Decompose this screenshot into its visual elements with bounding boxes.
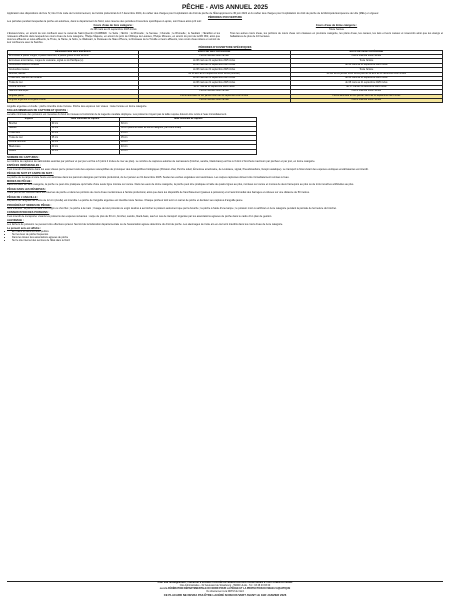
period-cell: du 08 mars au 21 septembre 2025 inclus xyxy=(290,63,442,67)
regulation-sections xyxy=(7,156,443,226)
period-cell: du 08 mars au 21 septembre 2025 inclus xyxy=(138,63,290,67)
sizes-intro: La taille minimale des poissons est mesurée du bout du museau à l'extrémité de la nageoire caudale déployée. Les poissons n'ayant pas la taille requise doivent être remis à l'eau immédiatement. xyxy=(7,112,227,116)
section-heading: PROCÉDÉS ET MODES DE PÊCHE : xyxy=(7,203,52,207)
period-cell: du 08 mars au 21 septembre 2025 inclus xyxy=(138,81,290,85)
size-value-cell: 50 cm (dans les eaux de 2ème catégorie, par cours d'eau) xyxy=(120,126,257,131)
cat1-dates: du 08 mars au 21 septembre 2025 inclus xyxy=(90,28,137,32)
period-cell: Pêche autorisée du 1er janvier 2025 au 30 septembre 2025 inclus xyxy=(138,94,290,98)
page-footer xyxy=(7,581,443,597)
section-text: Sont interdits : la pêche à l'aide d'un engin ou d'un filet ; la pêche à la main ; l'usage de tout procédé ou engin destiné à accrocher le poisson autrement que par la bouche ; la pêche à l'aide d'une lampe ; le poisson mort ou artificiel en 1ère catégorie pendant la période de fermeture du brochet. xyxy=(7,207,337,211)
size-species-cell: Truite fario xyxy=(8,131,51,136)
period-cell: Pêche interdite toute l'année xyxy=(290,90,442,94)
category-2-column xyxy=(230,24,443,46)
periods-footnote: Anguille argentée et civelle : pêche interdite toute l'année. Pêche des espèces non visées : toute l'année en 2ème catégorie. xyxy=(7,104,148,108)
species-cell: Anguille jaune xyxy=(8,94,139,98)
period-cell: Pêche interdite toute l'année xyxy=(138,90,290,94)
size-species-cell: Sandre xyxy=(8,126,51,131)
section-text: Il est interdit de transporter vivants les poissons des espèces suivantes : carpe de plus de 60 cm, brochet, sandre, black-bass, sauf en cas de transport organisé par les associations agréées de pêche dans le cadre d'un plan de gestion. xyxy=(7,215,272,219)
section-heading: ALEVINAGE : xyxy=(7,219,24,223)
period-cell: du 08 mars au 21 septembre 2025 inclus xyxy=(290,76,442,80)
intro-text: Application des dispositions du livre IV, titre III du code de l'environnement, de l'arrêté préfectoral du 17 décembre 2024, du cahier des charges pour l'exploitation du droit de pêche de l'État approuvé le 30 juin 2022 et du cahier des charges pour l'exploitation du droit de pêche de la Métropole Européenne de Lille (MEL) en vigueur. xyxy=(7,12,380,15)
section-text: Toute pêche est interdite dans les réserves de pêche et dans les portions de cours d'eau mentionnées à l'arrêté préfectoral, ainsi que dans les dispositifs de franchissement (passes à poissons) et à l'aval immédiat des barrages et écluses sur une distance de 50 mètres. xyxy=(7,191,310,195)
section-heading: ESPÈCES INDÉSIRABLES : xyxy=(7,163,41,167)
species-cell: Grenouilles rieuses xyxy=(8,68,139,72)
footer-line2: Cité Administrative - 62 boulevard de Strasbourg - 59000 LILLE - Tél : 03 28 03 83 00 xyxy=(179,584,271,588)
species-cell: Brochet, sandre xyxy=(8,72,139,76)
display-list-item: • Dans les locaux des associations agréées de pêche xyxy=(12,237,443,240)
footer-line1: Pour tout renseignement, s'adresser à la DIRECTION DÉPARTEMENTALE DES TERRITOIRES ET DE LA MER DU NORD xyxy=(157,581,293,585)
sizes-table xyxy=(7,117,257,155)
sizes-row xyxy=(8,149,257,154)
section-text: Il est interdit d'introduire dans les eaux visées par le présent avis des espèces susceptibles de provoquer des déséquilibres biologiques (Poisson-chat, Perche soleil, Écrevisse américaine, de Louisiane, signal, Pseudorasbora, Goujon asiatique). Le transport à l'état vivant des espèces exotiques envahissantes est interdit. xyxy=(7,167,369,171)
cat1-text: L'Escaut-rivière, en amont de son confluent avec le canal de Saint-Quentin (CAMBRAI : le Selle ; l'Erclin ; la Rhonelle ; le Sensée ; l'Aunelle ; le Rhonelle ; le Saultain ; l'Ecaillon et les ruisseaux affluents dans lesquels les cours d'eau de 1ère catégorie, l'Helpe Majeure, en amont du pont de l'Abbaye de Liessies, l'Helpe Mineure, en amont du pont de la RD 962, ainsi que tous les affluents et sous-affluents, la Thure, la Hante, la Solre, le Watissart, le Ruisseau de l'Eau d'Heure, le Ruisseau de la Trouille et leurs affluents, tous cours d'eau situés en amont de leur confluence avec la Sambre. xyxy=(7,32,220,45)
display-list-title: Le présent avis est affiché : xyxy=(7,227,42,231)
section-text: Les lâchers de poissons ne peuvent être effectués qu'avec l'accord de la fédération départementale ou de l'association agréée détentrice du droit de pêche. Les alevinages de truite arc-en-ciel sont interdits dans les cours d'eau de 1ère catégorie. xyxy=(7,223,284,227)
display-list xyxy=(7,231,443,243)
section-heading: NOMBRE DE CAPTURES : xyxy=(7,156,40,160)
periods-intro: Les périodes pendant lesquelles la pêche est autorisée, dans le département du Nord, sous réserve des périodes d'ouverture spécifiques ci-après, sont fixées ainsi qu'il suit : xyxy=(7,19,203,23)
size-value-cell: 25 cm xyxy=(50,131,119,136)
period-cell: du 17 mai au 31 décembre 2025 inclus xyxy=(290,85,442,89)
periods-heading: PÉRIODES D'OUVERTURE xyxy=(207,16,243,20)
size-value-cell: 20 cm xyxy=(50,149,119,154)
section-text: La pêche de la carpe à toute heure est autorisée dans les parcours désignés par l'arrêté préfectoral, du 1er janvier au 31 décembre 2025. Seules les esches végétales sont autorisées. Les carpes capturées doivent être immédiatement remises à l'eau. xyxy=(7,175,290,179)
footer-line5: CE PLACARD NE DEVRA PAS ÊTRE LACÉRÉ NI RECOUVERT AVANT LE 1ER JANVIER 2026 xyxy=(163,593,287,598)
size-value-cell: 30 cm xyxy=(120,140,257,145)
footer-line3: ou à la FÉDÉRATION DÉPARTEMENTALE DU NORD POUR LA PÊCHE ET LA PROTECTION DU MILIEU AQUATIQUE xyxy=(159,587,291,591)
section-heading: MODES DE PÊCHE : xyxy=(7,179,33,183)
period-cell: du 26 avril au 21 septembre 2025 inclus (brochet) xyxy=(138,72,290,76)
display-list-item: • Sur les lieux de pêche fréquentés xyxy=(12,234,443,237)
period-cell: du 08 mars au 21 septembre 2025 inclus xyxy=(290,81,442,85)
size-species-cell: Brochet xyxy=(8,122,51,127)
size-value-cell: 30 cm xyxy=(50,140,119,145)
sizes-col-cat2: Taille minimale de capture xyxy=(120,117,257,121)
section-text: Le nombre de captures de salmonidés autorisé par pêcheur et par jour est fixé à 6 (dont 2 truites de mer au plus). Le nombre de captures autorisé de carnassiers (brochet, sandre, black-bass) est fixé à 3 dont 2 brochets maximum par pêcheur et par jour, en 2ème catégorie. xyxy=(7,159,316,163)
category-1-column xyxy=(7,24,220,46)
period-cell: du 1er au 26 janvier 2025 inclus puis du 26 avril au 31 décembre 2025 inclus xyxy=(290,72,442,76)
period-cell: Pêche interdite toute l'année xyxy=(138,55,290,59)
period-cell: du 08 mars au 21 septembre 2025 inclus xyxy=(138,59,290,63)
size-value-cell: 20 cm xyxy=(120,149,257,154)
page-title: PÊCHE - AVIS ANNUEL 2025 xyxy=(182,4,268,11)
size-species-cell: Truite de mer xyxy=(8,136,51,141)
cat2-label: Cours d'eau de 2ème catégorie : xyxy=(315,24,358,28)
size-value-cell: 35 cm xyxy=(50,136,119,141)
sizes-heading: TAILLES MINIMALES DE CAPTURE ET QUOTAS : xyxy=(7,109,68,113)
period-cell: Toute l'année xyxy=(290,59,442,63)
period-cell: du 08 mars au 21 septembre 2025 inclus xyxy=(138,76,290,80)
size-value-cell: 40 cm xyxy=(120,145,257,150)
section-heading: PÊCHE DANS LES RÉSERVES : xyxy=(7,187,47,191)
period-cell: Pêche interdite toute l'année xyxy=(290,98,442,102)
cat2-dates: Toute l'année xyxy=(328,28,345,32)
col-cat1: EAUX DE 1ère CATÉGORIE xyxy=(138,50,290,54)
period-cell: Toute l'année xyxy=(290,68,442,72)
section-heading: CONSERVATION DES POISSONS : xyxy=(7,211,50,215)
sizes-col-species: Espèce xyxy=(8,117,51,121)
size-species-cell: Mulets xyxy=(8,149,51,154)
period-cell: Pêche interdite toute l'année xyxy=(138,98,290,102)
size-value-cell: 60 cm xyxy=(120,122,257,127)
specific-periods-title: PÉRIODES D'OUVERTURE SPÉCIFIQUES xyxy=(198,46,252,50)
size-value-cell: 40 cm xyxy=(50,145,119,150)
species-cell: Anguille argentée et Anguille civelle xyxy=(8,98,139,102)
col-cat2: EAUX DE 2ème CATÉGORIE xyxy=(290,50,442,54)
species-cell: Truite de mer xyxy=(8,81,139,85)
sizes-col-cat1: Taille minimale de capture xyxy=(50,117,119,121)
period-cell: du 17 mai au 21 septembre 2025 inclus xyxy=(138,85,290,89)
species-cell: Écrevisses américaines, rouges de Louisiane, signal ou du Pacifique (e) xyxy=(8,59,139,63)
display-list-item: • En mairie et dans les lieux publics xyxy=(12,231,443,234)
periods-table xyxy=(7,50,443,104)
display-list-item: • Sur le site internet des services de l'État dans le Nord xyxy=(12,240,443,243)
periods-row xyxy=(8,98,443,102)
species-cell: Grenouilles vertes et rousses xyxy=(8,63,139,67)
period-cell: du 08 mars au 21 septembre 2025 inclus xyxy=(138,68,290,72)
cat1-label: Cours d'eau de 1ère catégorie : xyxy=(93,24,134,28)
footer-line4: Ou directement à la DDTM du Nord xyxy=(206,590,244,594)
species-cell: Saumon atlantique xyxy=(8,90,139,94)
size-species-cell: Ombre commun xyxy=(8,140,51,145)
size-value-cell: 25 cm xyxy=(120,131,257,136)
period-cell: Pêche interdite toute l'année xyxy=(290,55,442,59)
section-heading: PÉCHE DE NUIT ET CARPE DE NUIT : xyxy=(7,171,54,175)
size-value-cell: 35 cm xyxy=(120,136,257,141)
size-value-cell: 60 cm xyxy=(50,122,119,127)
col-species: DÉSIGNATION DES ESPÈCES xyxy=(8,50,139,54)
species-cell: Ombre commun xyxy=(8,85,139,89)
section-text: Dans les eaux de 1ère catégorie, la pêche ne peut être pratiquée qu'à l'aide d'une seule ligne montée sur canne. Dans les eaux de 2ème catégorie, la pêche peut être pratiquée à l'aide de quatre lignes au plus, montées sur canne et munies de deux hameçons au plus ou de trois mouches artificielles au plus. xyxy=(7,183,354,187)
size-species-cell: Black-bass xyxy=(8,145,51,150)
section-text: La pêche de l'anguille de moins de 12 cm (civelle) est interdite. La pêche de l'anguille argentée est interdite toute l'année. Chaque pêcheur doit tenir un carnet de pêche et déclarer ses captures d'anguille jaune. xyxy=(7,199,244,203)
cat2-text: Tous les autres cours d'eau, les portions de cours d'eau non classées en première catégorie, les plans d'eau, les canaux, les lacs et leurs canaux et réservoirs ainsi que les étangs et ballastières de plus de 10 hectares. xyxy=(230,32,443,39)
species-cell: Écrevisses à pattes rouges, à pattes blanches, à pattes grêles et des torrents xyxy=(8,55,139,59)
size-value-cell: 50 cm xyxy=(50,126,119,131)
section-heading: PÊCHE DE L'ANGUILLE : xyxy=(7,195,39,199)
period-cell: Pêche autorisée du 1er janvier 2025 au 30 septembre 2025 inclus xyxy=(290,94,442,98)
categories-block xyxy=(7,24,443,46)
species-cell: Truite fario, saumon de fontaine xyxy=(8,76,139,80)
